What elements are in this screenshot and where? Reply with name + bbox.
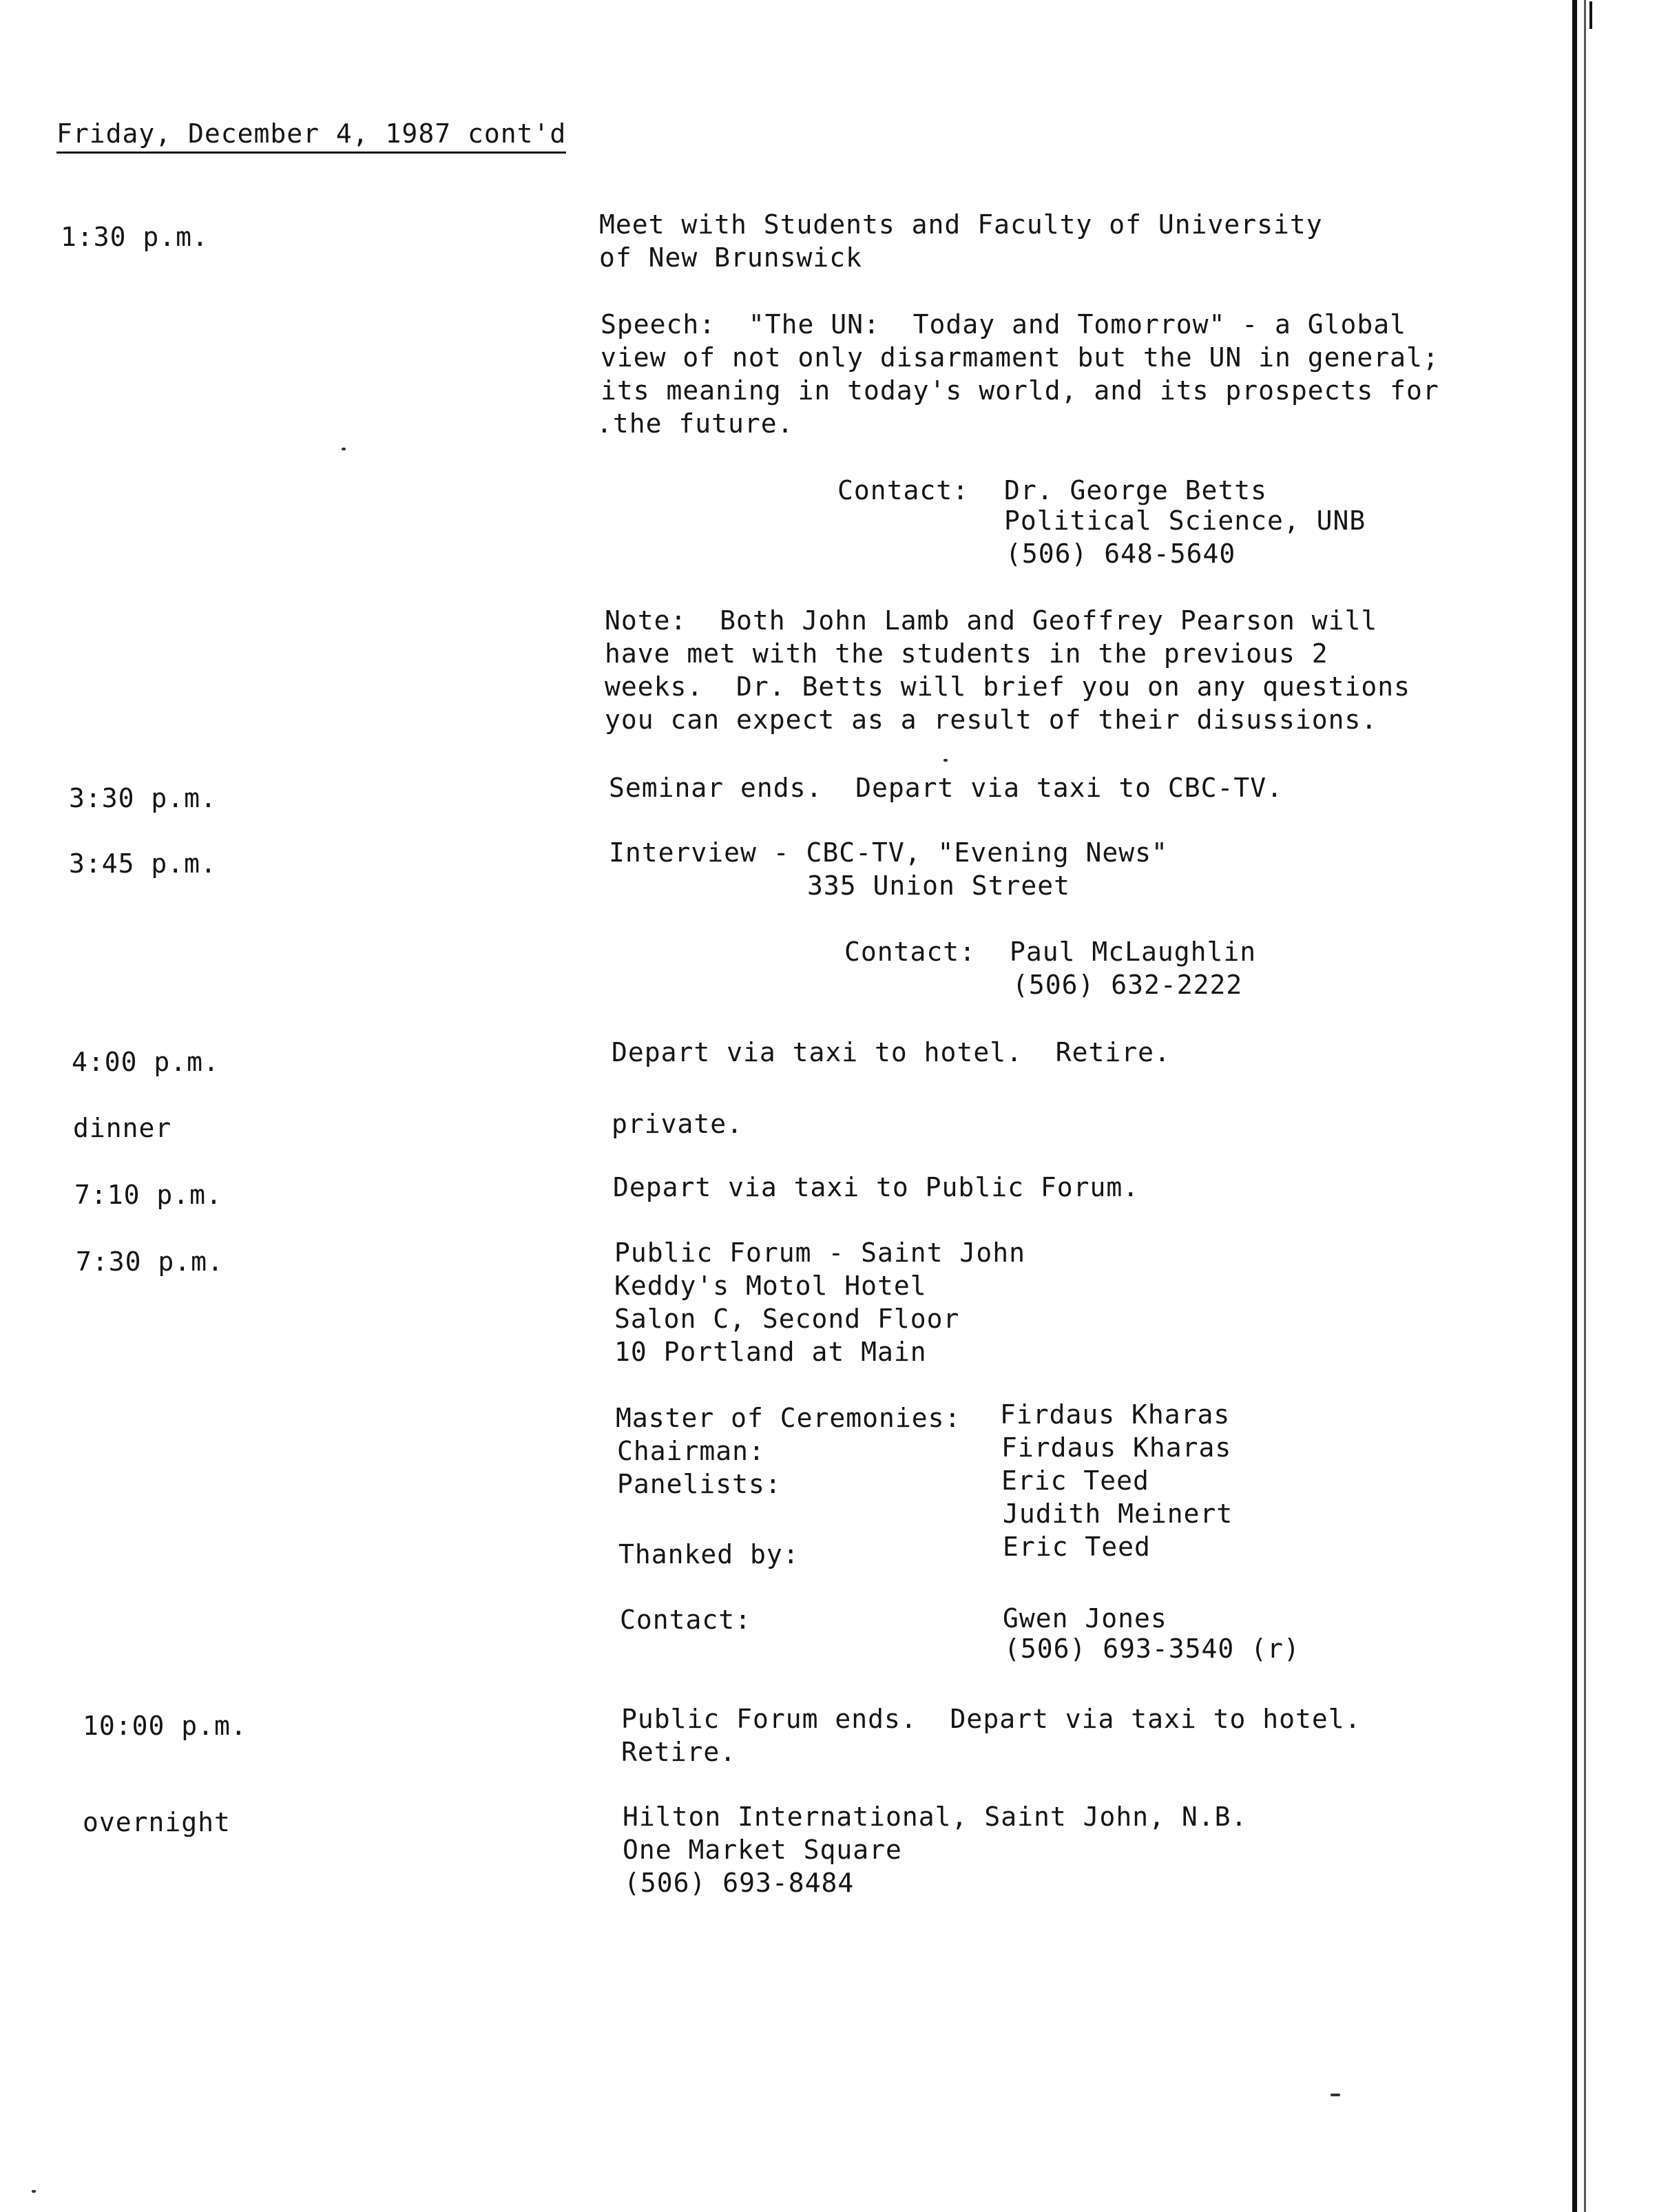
role-label: Thanked by: bbox=[618, 1539, 800, 1569]
scan-speck bbox=[943, 759, 948, 762]
scan-speck bbox=[1331, 2094, 1340, 2096]
role-name: Eric Teed bbox=[1003, 1532, 1151, 1562]
contact-line: (506) 632-2222 bbox=[1012, 970, 1243, 1000]
entry-line: 10 Portland at Main bbox=[614, 1337, 927, 1367]
role-label: Panelists: bbox=[617, 1469, 782, 1499]
role-name: Eric Teed bbox=[1001, 1465, 1149, 1496]
scan-speck bbox=[32, 2190, 36, 2193]
entry-line: 335 Union Street bbox=[807, 870, 1071, 901]
contact-label: Contact: bbox=[844, 937, 977, 967]
note-line: have met with the students in the previous 2 bbox=[605, 638, 1328, 669]
role-name: Judith Meinert bbox=[1003, 1499, 1233, 1529]
role-label: Master of Ceremonies: bbox=[616, 1403, 961, 1433]
entry-line: Keddy's Motol Hotel bbox=[614, 1271, 927, 1301]
scan-edge-line bbox=[1572, 0, 1577, 2212]
time-label: 7:30 p.m. bbox=[76, 1246, 224, 1277]
entry-line: Meet with Students and Faculty of University bbox=[599, 209, 1323, 240]
note-line: you can expect as a result of their disussions. bbox=[605, 705, 1378, 735]
time-label: 10:00 p.m. bbox=[83, 1711, 247, 1741]
time-label: dinner bbox=[73, 1113, 172, 1143]
role-name: (506) 693-3540 (r) bbox=[1004, 1634, 1300, 1664]
entry-line: private. bbox=[612, 1109, 744, 1139]
scan-speck bbox=[342, 448, 346, 450]
contact-line: (506) 648-5640 bbox=[1005, 539, 1236, 569]
speech-line: its meaning in today's world, and its prospects for bbox=[601, 375, 1439, 406]
scan-edge-mark bbox=[1589, 1, 1592, 29]
entry-line: Hilton International, Saint John, N.B. bbox=[623, 1802, 1248, 1832]
entry-line: (506) 693-8484 bbox=[624, 1868, 855, 1898]
entry-line: Seminar ends. Depart via taxi to CBC-TV. bbox=[609, 773, 1283, 803]
role-label: Contact: bbox=[620, 1605, 752, 1635]
entry-line: Interview - CBC-TV, "Evening News" bbox=[609, 837, 1168, 868]
time-label: 7:10 p.m. bbox=[74, 1180, 222, 1210]
speech-line: Speech: "The UN: Today and Tomorrow" - a Global bbox=[601, 309, 1407, 340]
role-name: Firdaus Kharas bbox=[1000, 1399, 1231, 1430]
entry-line: Depart via taxi to hotel. Retire. bbox=[612, 1037, 1171, 1067]
contact-line: Political Science, UNB bbox=[1004, 505, 1366, 536]
entry-line: Public Forum - Saint John bbox=[614, 1238, 1025, 1268]
contact-label: Contact: bbox=[837, 475, 970, 505]
page-header: Friday, December 4, 1987 cont'd bbox=[56, 117, 566, 154]
role-label: Chairman: bbox=[617, 1436, 765, 1466]
entry-line: One Market Square bbox=[623, 1835, 902, 1865]
role-name: Firdaus Kharas bbox=[1001, 1432, 1232, 1463]
time-label: 3:45 p.m. bbox=[69, 848, 217, 879]
speech-line: view of not only disarmament but the UN in general; bbox=[601, 342, 1439, 373]
entry-line: of New Brunswick bbox=[599, 242, 863, 273]
time-label: overnight bbox=[83, 1807, 231, 1837]
note-line: Note: Both John Lamb and Geoffrey Pearson will bbox=[605, 605, 1378, 636]
time-label: 3:30 p.m. bbox=[69, 783, 217, 813]
role-name: Gwen Jones bbox=[1003, 1603, 1167, 1634]
entry-line: Retire. bbox=[621, 1737, 737, 1767]
time-label: 1:30 p.m. bbox=[61, 222, 209, 252]
speech-line: .the future. bbox=[596, 408, 794, 439]
contact-line: Dr. George Betts bbox=[1004, 475, 1268, 505]
entry-line: Public Forum ends. Depart via taxi to hotel. bbox=[621, 1704, 1362, 1734]
time-label: 4:00 p.m. bbox=[72, 1047, 220, 1077]
contact-line: Paul McLaughlin bbox=[1010, 937, 1257, 967]
note-line: weeks. Dr. Betts will brief you on any questions bbox=[605, 671, 1411, 702]
entry-line: Depart via taxi to Public Forum. bbox=[613, 1172, 1140, 1202]
scan-edge-line-thin bbox=[1584, 0, 1586, 2212]
entry-line: Salon C, Second Floor bbox=[614, 1304, 960, 1334]
